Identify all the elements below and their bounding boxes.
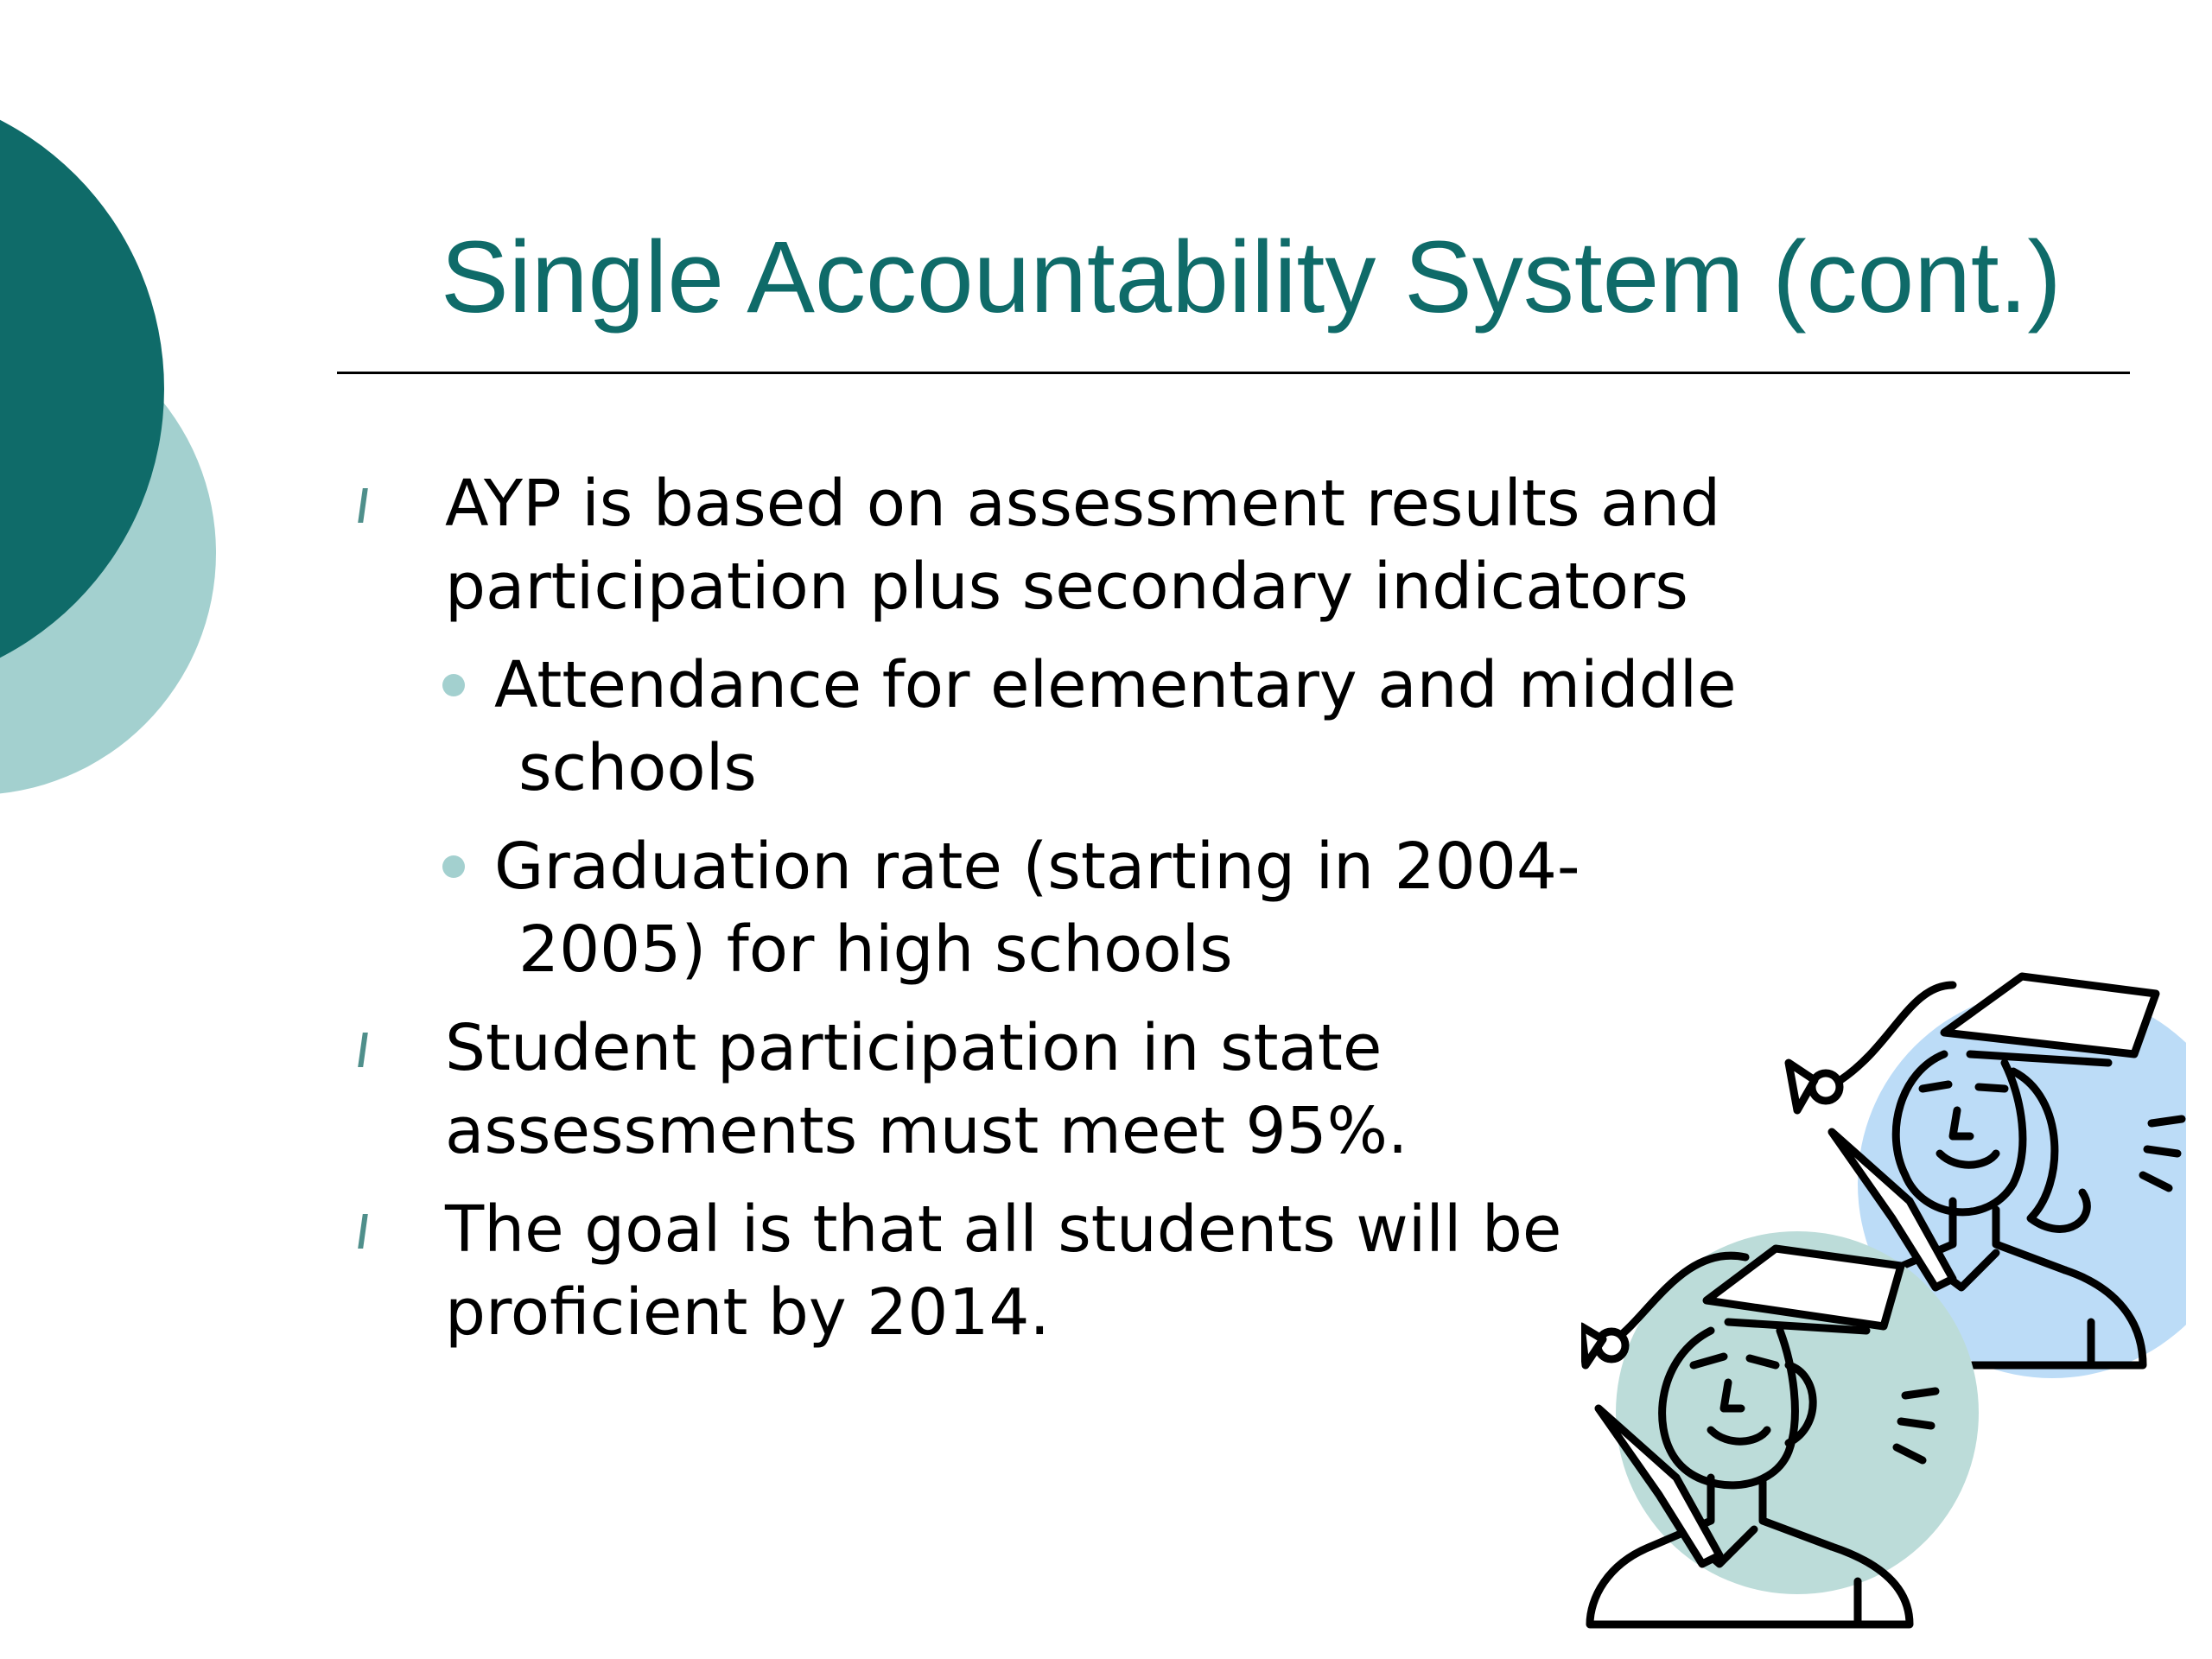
slide-title: Single Accountability System (cont.) [441,220,2062,334]
sub-bullet-marker [442,674,465,696]
bullet-line: assessments must meet 95%. [445,1094,1408,1168]
graduate-boy-icon [1581,1231,1979,1624]
bullet-line: The goal is that all students will be [445,1192,1562,1267]
bullet-line: Attendance for elementary and middle [494,648,1737,722]
bullet-line: AYP is based on assessment results and [445,467,1721,541]
two-graduates-icon [1581,959,2186,1633]
bullet-ayp-basis [445,462,1720,628]
bullet-line: Student participation in state [445,1011,1382,1085]
bullet-line: Graduation rate (starting in 2004- [494,830,1580,904]
sub-bullet-marker [442,855,465,878]
bullet-marker [358,1033,368,1067]
bullet-line: participation plus secondary indicators [445,550,1688,624]
bullet-goal [445,1188,1561,1354]
bullet-line: schools [518,731,757,805]
bullet-line: proficient by 2014. [445,1275,1051,1350]
bullet-student-participation [445,1007,1408,1173]
bullet-marker [358,488,368,523]
sub-bullet-attendance [494,644,1737,810]
bullet-marker [358,1214,368,1249]
bullet-line: 2005) for high schools [518,912,1233,987]
sub-bullet-graduation-rate [494,825,1580,991]
